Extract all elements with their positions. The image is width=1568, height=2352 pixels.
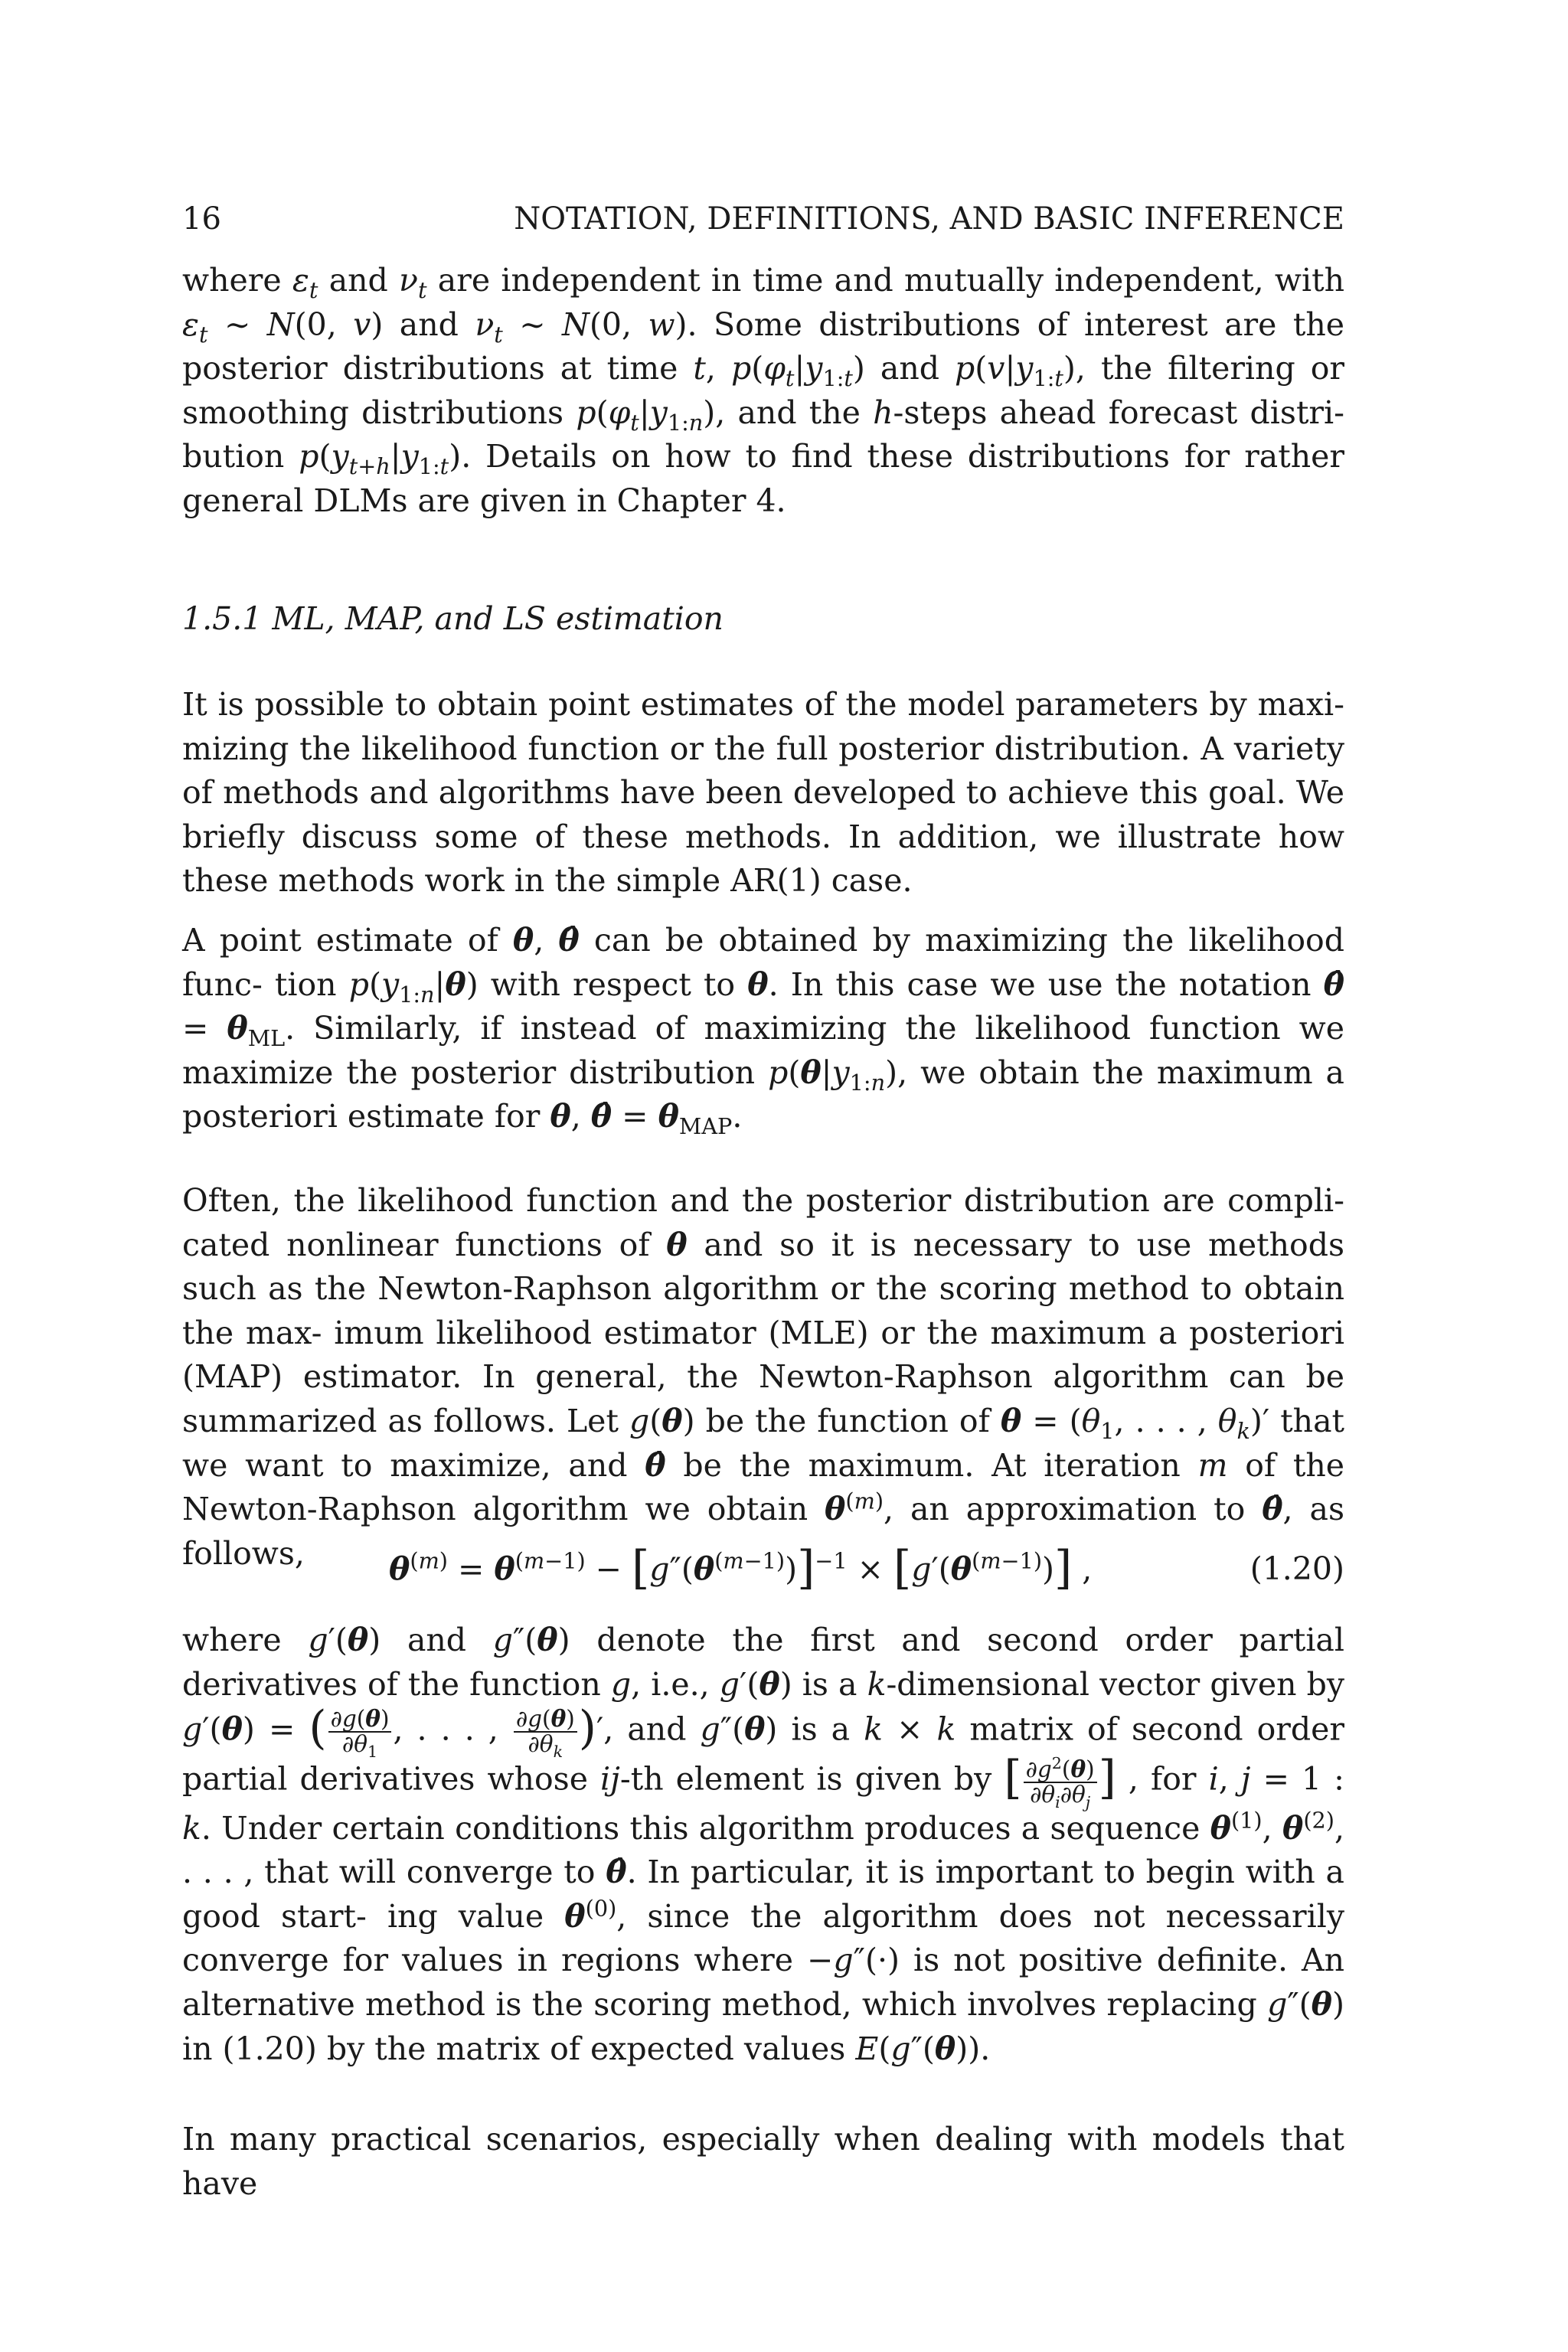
running-header xyxy=(182,198,1344,240)
paragraph-newton-raphson: Often, the likelihood function and the posterior distribution are compli- cated nonlinear functions of θ and so it is necessary to use methods such as the Newton-Raphson algorithm or the scoring method to obtain the max- imum likelihood estimator (MLE) or the maximum a posteriori (MAP) estimator. In general, the Newton-Raphson algorithm can be summarized as follows. Let g(θ) be the function of $\theta = (\theta_1$, . . . , $\theta_k)'$ that we want to maximize, and θ̂ be the maximum. At iteration m of the Newton-Raphson algorithm we obtain $\theta^{(m)}$, an approximation to θ̂, as follows, xyxy=(182,1182,1345,1572)
paragraph-dlm-distributions: where $\varepsilon_t$ and $\nu_t$ are independent in time and mutually independent, with $\varepsilon_t$ ∼ N(0, v) and $\nu_t$ ∼ N(0, w). Some distributions of interest are the posterior distributions at time t, $p(\varphi_t|y_{1:t})$ and $p(v|y_{1:t})$, the filtering or smoothing distributions $p(\varphi_t|y_{1:n})$, and the h-steps ahead forecast distri- bution $p(y_{t+h}|y_{1:t})$. Details on how to find these distributions for rather general DLMs are given in Chapter 4. xyxy=(182,262,1345,519)
equation-number: (1.20) xyxy=(1250,1550,1344,1587)
paragraph-derivatives: where g′(θ) and g″(θ) denote the first and second order partial derivatives of the function g, i.e., g′(θ) is a k-dimensional vector given by g′(θ) = ( $\frac{\partial g(\theta)}{\partial\theta_1}$ , . . . , $\frac{\partial g(\theta)}{\partial\theta_k}$ )′, and g″(θ) is a k × k matrix of second order partial derivatives whose ij-th element is given by [ $\frac{\partial g^2(\theta)}{\partial\theta_i\partial\theta_j}$ ] , for i, j = 1 : k. Under certain conditions this algorithm produces a sequence $\theta^{(1)}$, $\theta^{(2)}$, . . . , that will converge to θ̂. In particular, it is important to begin with a good start- ing value $\theta^{(0)}$, since the algorithm does not necessarily converge for values in regions where −g″(·) is not positive definite. An alternative method is the scoring method, which involves replacing g″(θ) in (1.20) by the matrix of expected values E(g″(θ)). xyxy=(182,1622,1345,2067)
text-final-line: In many practical scenarios, especially when dealing with models that have xyxy=(182,2121,1344,2202)
paragraph-point-estimates: It is possible to obtain point estimates of the model parameters by maxi- mizing the likelihood function or the full posterior distribution. A variety of methods and algorithms have been developed to achieve this goal. We briefly discuss some of these methods. In addition, we illustrate how these methods work in the simple AR(1) case. xyxy=(182,686,1344,900)
text-ar1-case: methods work in the simple AR(1) case. xyxy=(278,862,913,900)
page-number: 16 xyxy=(182,201,221,237)
equation-1-20 xyxy=(182,1534,1344,1603)
running-title: NOTATION, DEFINITIONS, AND BASIC INFERENCE xyxy=(514,201,1344,237)
subsection-title: 1.5.1 ML, MAP, and LS estimation xyxy=(182,600,724,637)
paragraph-practical-scenarios xyxy=(182,2118,1344,2206)
equation-body: $\theta^{(m)} = \theta^{(m-1)} - [g''(\theta^{(m-1)})]^{-1} \times [g'(\theta^{(m-1)})]$ , xyxy=(389,1542,1093,1595)
text-chapter-reference: general DLMs are given in Chapter 4. xyxy=(182,482,786,519)
paragraph-ml-map: A point estimate of θ, θ̂ can be obtained by maximizing the likelihood func- tion $p(y_{1:n}|\theta)$ with respect to θ. In this case we use the notation θ̂ = $\theta_{ML}$. Similarly, if instead of maximizing the likelihood function we maximize the posterior distribution $p(\theta|y_{1:n})$, we obtain the maximum a posteriori estimate for θ, θ̂ = $\theta_{MAP}$. xyxy=(182,922,1345,1140)
